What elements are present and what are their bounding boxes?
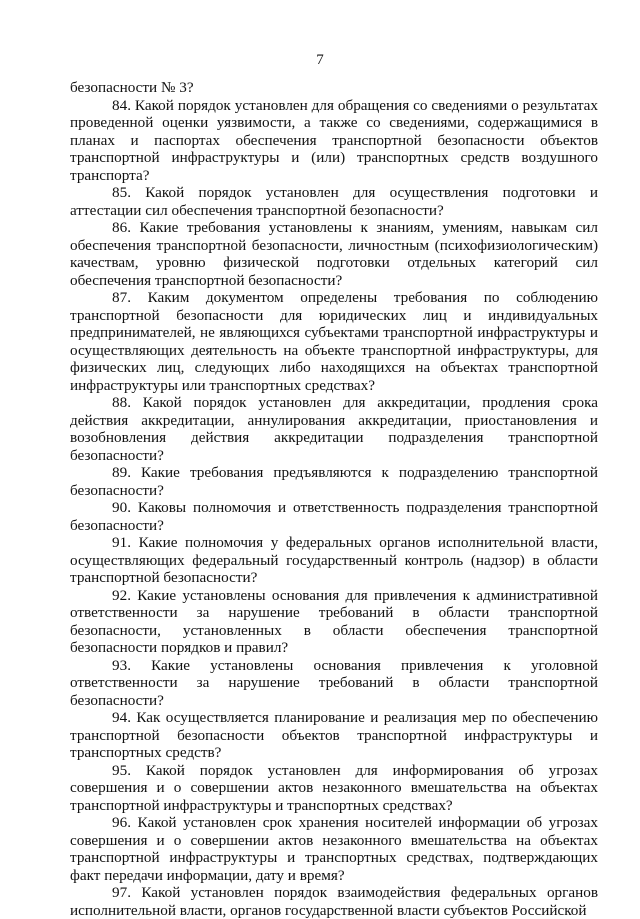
question-paragraph: 92. Какие установлены основания для привлечения к административной ответственности за нарушение требований в области транспортной безопасности, установленных в области обеспечения транспортной безопасности порядков и правил? — [70, 586, 598, 656]
question-paragraph: 93. Какие установлены основания привлечения к уголовной ответственности за нарушение требований в области транспортной безопасности? — [70, 656, 598, 709]
page-number: 7 — [316, 52, 324, 68]
question-paragraph: 91. Какие полномочия у федеральных органов исполнительной власти, осуществляющих федеральный государственный контроль (надзор) в области транспортной безопасности? — [70, 534, 598, 586]
question-paragraph: 96. Какой установлен срок хранения носителей информации об угрозах совершения и о совершении актов незаконного вмешательства на объектах транспортной инфраструктуры и транспортных средствах, подтверждающих факт передачи информации, дату и время? — [70, 814, 598, 884]
question-paragraph: 90. Каковы полномочия и ответственность подразделения транспортной безопасности? — [70, 499, 598, 534]
question-paragraph: 94. Как осуществляется планирование и реализация мер по обеспечению транспортной безопасности объектов транспортной инфраструктуры и транспортных средств? — [70, 709, 598, 761]
question-paragraph: 95. Какой порядок установлен для информирования об угрозах совершения и о совершении актов незаконного вмешательства на объектах транспортной инфраструктуры и транспортных средствах? — [70, 761, 598, 814]
question-paragraph: 88. Какой порядок установлен для аккредитации, продления срока действия аккредитации, аннулирования аккредитации, приостановления и возобновления действия аккредитации подразделения транспортной безопасности? — [70, 394, 598, 464]
question-paragraph: 97. Какой установлен порядок взаимодействия федеральных органов исполнительной власти, органов государственной власти субъектов Российской — [70, 884, 598, 919]
question-paragraph: 86. Какие требования установлены к знаниям, умениям, навыкам сил обеспечения транспортной безопасности, личностным (психофизиологическим) качествам, уровню физической подготовки отдельных категорий сил обеспечения транспортной безопасности? — [70, 219, 598, 289]
question-paragraph: 85. Какой порядок установлен для осуществления подготовки и аттестации сил обеспечения транспортной безопасности? — [70, 184, 598, 219]
question-paragraph: 89. Какие требования предъявляются к подразделению транспортной безопасности? — [70, 464, 598, 499]
document-body — [70, 79, 598, 919]
question-paragraph: 84. Какой порядок установлен для обращения со сведениями о результатах проведенной оценки уязвимости, а также со сведениями, содержащимися в планах и паспортах обеспечения транспортной безопасности объектов транспортной инфраструктуры и (или) транспортных средств воздушного транспорта? — [70, 96, 598, 184]
continuation-paragraph: безопасности № 3? — [70, 79, 194, 96]
question-paragraph: 87. Каким документом определены требования по соблюдению транспортной безопасности для юридических лиц и индивидуальных предпринимателей, не являющихся субъектами транспортной инфраструктуры и осуществляющих деятельность на объекте транспортной инфраструктуры, для физических лиц, следующих либо находящихся на объектах транспортной инфраструктуры или транспортных средствах? — [70, 289, 598, 394]
